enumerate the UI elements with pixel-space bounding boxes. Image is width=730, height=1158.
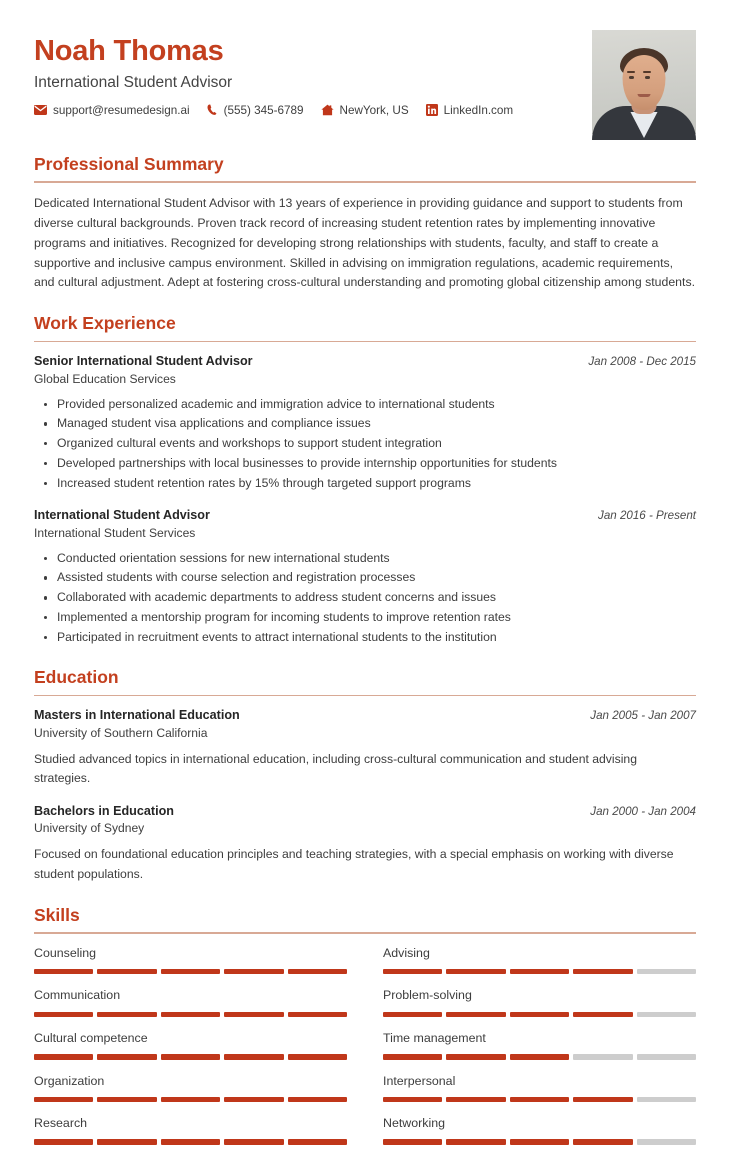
- work-bullet-item: Organized cultural events and workshops to support student integration: [57, 434, 696, 454]
- skill-level-bar: [383, 1054, 696, 1060]
- skill-segment-filled: [510, 1012, 569, 1018]
- skill-segment-filled: [383, 1097, 442, 1103]
- contact-location[interactable]: [321, 104, 409, 116]
- skills-grid: [34, 945, 696, 1158]
- skill-segment-filled: [97, 1054, 156, 1060]
- header-text-block: [34, 30, 574, 116]
- skill-segment-filled: [288, 1012, 347, 1018]
- skill-level-bar: [383, 1097, 696, 1103]
- education-entry-description: Focused on foundational education principles and teaching strategies, with a special emphasis on working with diverse student populations.: [34, 847, 674, 882]
- skill-segment-filled: [288, 969, 347, 975]
- education-entry-dates: Jan 2000 - Jan 2004: [590, 805, 696, 819]
- work-bullet-item: Increased student retention rates by 15% through targeted support programs: [57, 474, 696, 494]
- skill-segment-filled: [573, 969, 632, 975]
- education-entry-school: University of Sydney: [34, 821, 145, 836]
- skill-segment-empty: [637, 1012, 696, 1018]
- work-entry-bullets: [34, 549, 696, 648]
- skill-segment-filled: [288, 1139, 347, 1145]
- section-title-skills: Skills: [34, 904, 80, 925]
- phone-icon: [207, 104, 218, 116]
- work-bullet-item: Collaborated with academic departments to address student concerns and issues: [57, 588, 696, 608]
- work-entry-dates: Jan 2008 - Dec 2015: [588, 355, 696, 369]
- skill-segment-filled: [446, 1139, 505, 1145]
- home-icon: [321, 104, 334, 116]
- section-divider: [34, 341, 696, 343]
- resume-header: [34, 30, 696, 134]
- section-professional-summary: [34, 155, 696, 293]
- skill-level-bar: [34, 1097, 347, 1103]
- skill-name: Time management: [383, 1031, 486, 1045]
- skill-segment-filled: [224, 1054, 283, 1060]
- skill-item: [34, 1030, 347, 1073]
- skill-item: [383, 945, 696, 988]
- work-entry-role: Senior International Student Advisor: [34, 354, 253, 369]
- skill-segment-filled: [161, 1012, 220, 1018]
- skill-name: Interpersonal: [383, 1073, 456, 1088]
- section-work-experience: [34, 314, 696, 647]
- education-entry-description: Studied advanced topics in international education, including cross-cultural communication and student advising strategies.: [34, 751, 637, 786]
- skill-segment-filled: [446, 1054, 505, 1060]
- work-entry-role: International Student Advisor: [34, 508, 210, 523]
- contact-email[interactable]: [34, 105, 190, 117]
- contact-email-text: support@resumedesign.ai: [53, 103, 190, 117]
- education-entry: [34, 707, 696, 789]
- education-entry-header: [34, 803, 696, 819]
- section-title-education: Education: [34, 667, 119, 688]
- skill-segment-filled: [383, 969, 442, 975]
- skill-segment-filled: [383, 1012, 442, 1018]
- skill-segment-empty: [637, 969, 696, 975]
- work-bullet-item: Implemented a mentorship program for incoming students to improve retention rates: [57, 608, 696, 628]
- skill-segment-filled: [161, 1139, 220, 1145]
- skill-segment-filled: [224, 969, 283, 975]
- skill-segment-filled: [161, 1054, 220, 1060]
- skill-segment-filled: [446, 1012, 505, 1018]
- work-bullet-item: Participated in recruitment events to attract international students to the institution: [57, 628, 696, 648]
- skill-segment-filled: [288, 1097, 347, 1103]
- work-entry-header: [34, 353, 696, 369]
- skill-segment-filled: [34, 1097, 93, 1103]
- skill-segment-filled: [383, 1054, 442, 1060]
- skill-segment-empty: [637, 1054, 696, 1060]
- skill-level-bar: [34, 1054, 347, 1060]
- skill-segment-empty: [573, 1054, 632, 1060]
- work-entry: [34, 507, 696, 647]
- work-entry-list: [34, 353, 696, 647]
- skill-name: Organization: [34, 1073, 105, 1088]
- skill-segment-filled: [97, 969, 156, 975]
- skill-segment-filled: [97, 1097, 156, 1103]
- skill-segment-filled: [34, 1054, 93, 1060]
- skill-item: [34, 987, 347, 1030]
- skill-segment-filled: [97, 1139, 156, 1145]
- skill-segment-filled: [161, 1097, 220, 1103]
- skill-segment-filled: [224, 1139, 283, 1145]
- work-bullet-item: Developed partnerships with local businesses to provide internship opportunities for students: [57, 454, 696, 474]
- section-divider: [34, 181, 696, 183]
- skill-item: [383, 987, 696, 1030]
- education-entry-school: University of Southern California: [34, 725, 208, 740]
- skill-name: Problem-solving: [383, 988, 472, 1003]
- photo-brow-left: [627, 71, 635, 73]
- skill-item: [34, 1073, 347, 1116]
- skill-item: [383, 1115, 696, 1158]
- skill-segment-empty: [637, 1139, 696, 1145]
- section-education: [34, 668, 696, 884]
- skill-segment-filled: [224, 1097, 283, 1103]
- work-entry-header: [34, 507, 696, 523]
- education-entry-degree: Masters in International Education: [34, 708, 240, 723]
- skill-segment-filled: [573, 1012, 632, 1018]
- skill-level-bar: [383, 969, 696, 975]
- section-divider: [34, 695, 696, 697]
- skill-level-bar: [34, 1139, 347, 1145]
- candidate-job-title: International Student Advisor: [34, 73, 233, 91]
- education-entry: [34, 803, 696, 885]
- skill-level-bar: [34, 1012, 347, 1018]
- work-entry-organization: International Student Services: [34, 525, 196, 540]
- photo-eye-left: [629, 76, 634, 79]
- education-entry-header: [34, 707, 696, 723]
- work-entry-dates: Jan 2016 - Present: [598, 509, 696, 523]
- skill-segment-filled: [224, 1012, 283, 1018]
- work-bullet-item: Provided personalized academic and immigration advice to international students: [57, 395, 696, 415]
- skill-segment-filled: [510, 1097, 569, 1103]
- section-divider: [34, 932, 696, 934]
- skill-segment-filled: [383, 1139, 442, 1145]
- skill-name: Advising: [383, 945, 430, 960]
- contact-row: [34, 104, 574, 116]
- photo-mouth: [638, 94, 651, 97]
- skill-segment-filled: [510, 969, 569, 975]
- skill-level-bar: [383, 1012, 696, 1018]
- skill-name: Communication: [34, 988, 121, 1003]
- skill-level-bar: [34, 969, 347, 975]
- envelope-icon: [34, 105, 47, 115]
- skill-name: Networking: [383, 1116, 445, 1131]
- work-entry: [34, 353, 696, 493]
- skill-segment-filled: [161, 969, 220, 975]
- skill-level-bar: [383, 1139, 696, 1145]
- skill-segment-filled: [446, 1097, 505, 1103]
- skill-segment-filled: [34, 1012, 93, 1018]
- skill-segment-filled: [288, 1054, 347, 1060]
- skill-item: [34, 945, 347, 988]
- contact-phone[interactable]: [207, 104, 304, 116]
- work-bullet-item: Assisted students with course selection and registration processes: [57, 568, 696, 588]
- education-entry-degree: Bachelors in Education: [34, 804, 174, 819]
- skill-segment-filled: [573, 1139, 632, 1145]
- section-title-summary: Professional Summary: [34, 154, 224, 174]
- skill-segment-filled: [573, 1097, 632, 1103]
- skill-segment-filled: [446, 969, 505, 975]
- skill-name: Cultural competence: [34, 1031, 148, 1045]
- section-skills: [34, 906, 696, 1158]
- contact-phone-text: (555) 345-6789: [223, 103, 304, 117]
- section-title-work: Work Experience: [34, 313, 176, 334]
- education-entry-dates: Jan 2005 - Jan 2007: [590, 709, 696, 723]
- skill-segment-filled: [34, 1139, 93, 1145]
- photo-brow-right: [643, 71, 651, 73]
- summary-text: Dedicated International Student Advisor with 13 years of experience in providing guidance and support to students from diverse cultural backgrounds. Proven track record of increasing student retention rates by implementing innovative programs and initiatives. Recognized for developing strong relationships with students, faculty, and staff to create a supportive and inclusive campus environment. Skilled in advising on immigration regulations, academic requirements, and cultural adjustment. Adept at fostering cross-cultural understanding and promoting global citizenship among students.: [34, 195, 696, 290]
- avatar: [592, 30, 696, 134]
- work-entry-organization: Global Education Services: [34, 371, 176, 386]
- education-entry-list: [34, 707, 696, 885]
- linkedin-icon: [426, 104, 438, 116]
- skill-item: [383, 1073, 696, 1116]
- contact-linkedin-text: LinkedIn.com: [443, 103, 514, 117]
- candidate-name: Noah Thomas: [34, 35, 224, 67]
- skill-segment-filled: [510, 1139, 569, 1145]
- work-entry-bullets: [34, 395, 696, 494]
- skill-segment-filled: [97, 1012, 156, 1018]
- headshot-photo: [592, 30, 696, 134]
- skill-segment-filled: [34, 969, 93, 975]
- skill-name: Counseling: [34, 945, 96, 960]
- work-bullet-item: Conducted orientation sessions for new international students: [57, 549, 696, 569]
- photo-face: [623, 55, 666, 110]
- skill-segment-empty: [637, 1097, 696, 1103]
- skill-item: [383, 1030, 696, 1073]
- skill-segment-filled: [510, 1054, 569, 1060]
- contact-linkedin[interactable]: [426, 104, 514, 116]
- work-bullet-item: Managed student visa applications and compliance issues: [57, 414, 696, 434]
- photo-eye-right: [645, 76, 650, 79]
- skill-item: [34, 1115, 347, 1158]
- skill-name: Research: [34, 1116, 88, 1131]
- contact-location-text: NewYork, US: [339, 103, 409, 117]
